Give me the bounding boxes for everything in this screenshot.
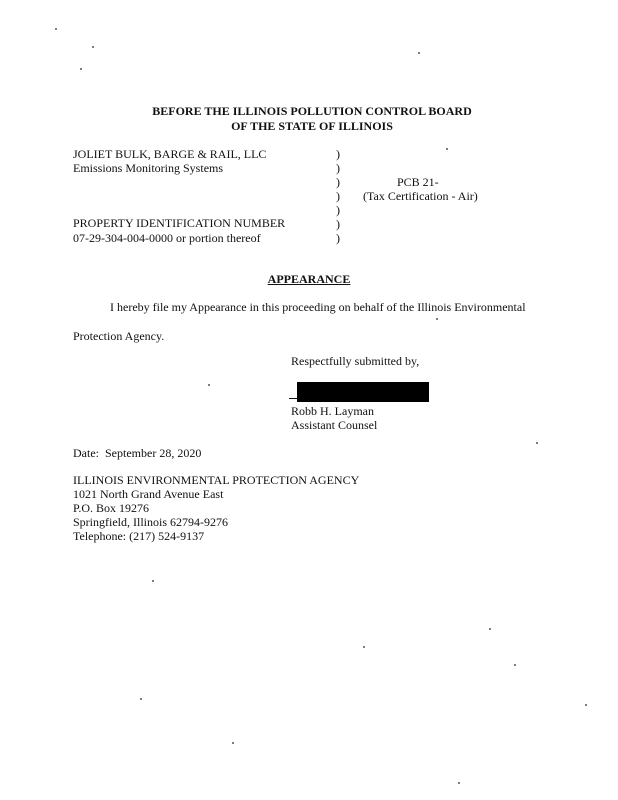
scan-speck — [536, 442, 538, 444]
property-id-label: PROPERTY IDENTIFICATION NUMBER — [73, 216, 286, 230]
scan-speck — [585, 704, 587, 706]
agency-address-city: Springfield, Illinois 62794-9276 — [73, 515, 228, 529]
caption-paren: ) — [336, 175, 340, 189]
agency-address-street: 1021 North Grand Avenue East — [73, 487, 224, 501]
redacted-signature — [297, 382, 429, 402]
scan-speck — [418, 52, 420, 54]
scan-speck — [92, 46, 94, 48]
agency-name: ILLINOIS ENVIRONMENTAL PROTECTION AGENCY — [73, 473, 360, 487]
scan-speck — [458, 782, 460, 784]
caption-paren: ) — [336, 203, 340, 217]
scan-speck — [489, 628, 491, 630]
date-value: September 28, 2020 — [105, 446, 202, 460]
date-label: Date: — [73, 446, 99, 460]
appearance-body-line2: Protection Agency. — [73, 329, 165, 343]
caption-paren: ) — [336, 189, 340, 203]
closing-text: Respectfully submitted by, — [291, 354, 420, 368]
appearance-title: APPEARANCE — [267, 272, 351, 286]
board-name-heading: BEFORE THE ILLINOIS POLLUTION CONTROL BOARD — [152, 104, 472, 118]
scan-speck — [140, 698, 142, 700]
agency-address-pobox: P.O. Box 19276 — [73, 501, 150, 515]
scan-speck — [446, 148, 448, 150]
appearance-body-line1: I hereby file my Appearance in this proceeding on behalf of the Illinois Environmental — [110, 300, 526, 314]
party-name: JOLIET BULK, BARGE & RAIL, LLC — [73, 147, 267, 161]
scan-speck — [363, 646, 365, 648]
party-subtitle: Emissions Monitoring Systems — [73, 161, 224, 175]
scan-speck — [514, 664, 516, 666]
date-line — [73, 446, 201, 460]
caption-paren: ) — [336, 161, 340, 175]
scan-speck — [436, 318, 438, 320]
caption-paren: ) — [336, 217, 340, 231]
scan-speck — [232, 742, 234, 744]
scan-speck — [80, 68, 82, 70]
property-id-number: 07-29-304-004-0000 or portion thereof — [73, 231, 261, 245]
caption-paren: ) — [336, 147, 340, 161]
scan-speck — [152, 580, 154, 582]
scan-speck — [208, 384, 210, 386]
state-heading: OF THE STATE OF ILLINOIS — [231, 119, 393, 133]
signer-name: Robb H. Layman — [291, 404, 374, 418]
case-type: (Tax Certification - Air) — [363, 189, 478, 203]
signer-title: Assistant Counsel — [291, 418, 378, 432]
caption-paren: ) — [336, 231, 340, 245]
scan-speck — [55, 28, 57, 30]
case-number: PCB 21- — [397, 175, 439, 189]
agency-telephone: Telephone: (217) 524-9137 — [73, 529, 205, 543]
